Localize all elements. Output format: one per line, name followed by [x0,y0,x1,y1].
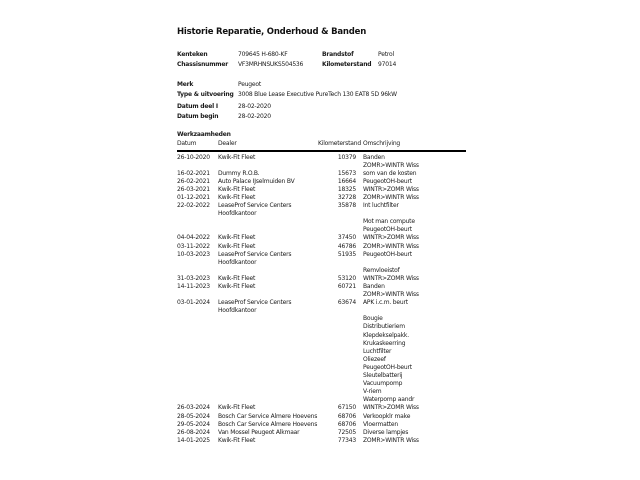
row-datum: 10-03-2023 [177,250,210,258]
omschrijving-line: Diverse lampjes [363,428,409,436]
omschrijving-line [363,307,466,315]
report-sheet [177,27,466,445]
omschrijving-line: som van de kosten [363,169,417,177]
omschrijving-line: Int luchtfilter [363,202,399,210]
omschrijving-line: WINTR>ZOMR Wiss [363,404,419,412]
row-omschrijving [356,429,466,437]
dealer-line: LeaseProf Service Centers [218,202,292,210]
merk-label: Merk [177,81,194,88]
chassisnummer-label: Chassisnummer [177,61,228,68]
werkzaamheden-row [177,243,466,251]
dealer-line: Van Mossel Peugeot Alkmaar [218,428,300,436]
row-omschrijving [356,194,466,202]
info-row-merk [177,80,466,90]
omschrijving-line: V-riem [363,388,382,396]
row-omschrijving [356,170,466,178]
omschrijving-line: WINTR>ZOMR Wiss [363,234,419,242]
dealer-line: Kwik-Fit Fleet [218,185,256,193]
row-kilometerstand: 37450 [337,234,356,242]
row-dealer [218,299,318,404]
row-omschrijving [356,178,466,186]
row-kilometerstand: 53120 [337,274,356,282]
row-omschrijving [356,154,466,170]
row-omschrijving [356,234,466,242]
dealer-line: Kwik-Fit Fleet [218,436,256,444]
werkzaamheden-row [177,299,466,404]
kilometerstand-label: Kilometerstand [322,61,372,68]
type-uitvoering-label: Type & uitvoering [177,91,234,98]
row-kilometerstand: 77343 [337,436,356,444]
row-dealer [218,251,318,275]
row-omschrijving [356,421,466,429]
omschrijving-line: PeugeotOH-beurt [363,363,412,371]
row-datum: 04-04-2022 [177,234,210,242]
row-dealer [218,186,318,194]
omschrijving-line: Vloermatten [363,420,399,428]
row-omschrijving [356,243,466,251]
row-datum: 28-05-2024 [177,412,210,420]
omschrijving-line: Sleutelbatterij [363,372,403,380]
row-datum: 03-11-2022 [177,242,210,250]
werkzaamheden-row [177,234,466,242]
brandstof-value: Petrol [378,51,394,58]
omschrijving-line: Bougie [363,315,383,323]
omschrijving-line: ZOMR>WINTR Wiss [363,242,419,250]
row-dealer [218,202,318,234]
row-datum: 29-05-2024 [177,420,210,428]
row-datum: 26-03-2021 [177,185,210,193]
info-row-chassis-kilometerstand [177,60,466,70]
row-datum: 16-02-2021 [177,169,210,177]
info-row-type [177,90,466,100]
row-datum: 14-11-2023 [177,283,210,290]
header-datum: Datum [177,140,197,147]
werkzaamheden-row [177,202,466,234]
chassisnummer-value: VF3MRHNSUKS504536 [238,61,304,68]
kenteken-label: Kenteken [177,51,208,58]
row-dealer [218,154,318,170]
row-kilometerstand: 32728 [337,193,356,201]
omschrijving-line: ZOMR>WINTR Wiss [363,161,419,169]
dealer-line: Kwik-Fit Fleet [218,283,256,290]
omschrijving-line [363,259,466,267]
row-datum: 26-03-2024 [177,404,210,412]
row-dealer [218,234,318,242]
werkzaamheden-row [177,404,466,412]
omschrijving-line: Mot man compute [363,218,415,226]
row-datum: 31-03-2023 [177,274,210,282]
werkzaamheden-row [177,437,466,445]
werkzaamheden-section-title: Werkzaamheden [177,131,231,138]
omschrijving-line: PeugeotOH-beurt [363,177,412,185]
row-dealer [218,243,318,251]
werkzaamheden-row [177,178,466,186]
row-kilometerstand: 72505 [337,428,356,436]
row-dealer [218,437,318,445]
row-datum: 14-01-2025 [177,436,210,444]
werkzaamheden-row [177,413,466,421]
row-dealer [218,275,318,283]
werkzaamheden-row [177,154,466,170]
dealer-line: LeaseProf Service Centers [218,299,292,307]
row-kilometerstand: 51935 [337,250,356,258]
row-dealer [218,194,318,202]
type-uitvoering-value: 3008 Blue Lease Executive PureTech 130 EAT8 5D 96kW [238,91,397,98]
omschrijving-line: Banden [363,283,385,290]
merk-value: Peugeot [238,81,262,88]
datum-begin-label: Datum begin [177,113,219,120]
omschrijving-line: ZOMR>WINTR Wiss [363,291,419,299]
row-datum: 26-02-2021 [177,177,210,185]
werkzaamheden-body [177,154,466,445]
kilometerstand-value: 97014 [378,61,397,68]
dealer-line: Hoofdkantoor [218,210,257,218]
omschrijving-line: PeugeotOH-beurt [363,226,412,234]
row-omschrijving [356,251,466,275]
row-datum: 03-01-2024 [177,299,210,307]
row-omschrijving [356,299,466,404]
omschrijving-line: ZOMR>WINTR Wiss [363,436,419,444]
werkzaamheden-row [177,275,466,283]
row-kilometerstand: 68706 [337,420,356,428]
omschrijving-line: WINTR>ZOMR Wiss [363,274,419,282]
omschrijving-line: ZOMR>WINTR Wiss [363,193,419,201]
row-omschrijving [356,437,466,445]
row-kilometerstand: 67150 [337,404,356,412]
brandstof-label: Brandstof [322,51,354,58]
omschrijving-line: Krukaskeerring [363,339,406,347]
table-header-rule [177,150,466,152]
dealer-line: Kwik-Fit Fleet [218,234,256,242]
omschrijving-line: Distributieriem [363,323,405,331]
omschrijving-line: Luchtfilter [363,347,392,355]
dealer-line: Bosch Car Service Almere Hoevens [218,420,318,428]
dealer-line: Auto Palace IJselmuiden BV [218,177,295,185]
row-kilometerstand: 18325 [337,185,356,193]
kenteken-value: 709645 H-680-KF [238,51,288,58]
werkzaamheden-row [177,283,466,299]
info-row-kenteken-brandstof [177,50,466,60]
row-dealer [218,413,318,421]
row-datum: 22-02-2022 [177,202,210,210]
omschrijving-line: WINTR>ZOMR Wiss [363,185,419,193]
row-dealer [218,404,318,412]
row-omschrijving [356,186,466,194]
row-dealer [218,421,318,429]
row-omschrijving [356,283,466,299]
werkzaamheden-row [177,186,466,194]
dealer-line: LeaseProf Service Centers [218,250,292,258]
werkzaamheden-row [177,251,466,275]
datum-begin-value: 28-02-2020 [238,113,271,120]
dealer-line: Kwik-Fit Fleet [218,193,256,201]
omschrijving-line: Banden [363,153,385,161]
omschrijving-line: PeugeotOH-beurt [363,250,412,258]
row-kilometerstand: 63674 [337,299,356,307]
omschrijving-line [363,210,466,218]
datum-deel-1-label: Datum deel I [177,103,218,110]
dealer-line: Kwik-Fit Fleet [218,274,256,282]
dealer-line: Dummy R.O.B. [218,169,260,177]
row-datum: 01-12-2021 [177,193,210,201]
omschrijving-line: Vacuumpomp [363,380,403,388]
row-kilometerstand: 46786 [337,242,356,250]
header-dealer: Dealer [218,140,237,147]
dealer-line: Bosch Car Service Almere Hoevens [218,412,318,420]
row-dealer [218,178,318,186]
page-title: Historie Reparatie, Onderhoud & Banden [177,27,367,37]
omschrijving-line: Verkoopklr make [363,412,411,420]
row-omschrijving [356,404,466,412]
dealer-line: Kwik-Fit Fleet [218,153,256,161]
row-dealer [218,170,318,178]
row-kilometerstand: 16664 [337,177,356,185]
row-omschrijving [356,202,466,234]
row-datum: 26-08-2024 [177,428,210,436]
row-dealer [218,429,318,437]
row-datum: 26-10-2020 [177,153,210,161]
vehicle-info [177,50,466,122]
row-dealer [218,283,318,299]
omschrijving-line: Klepdekselpakk. [363,331,409,339]
row-kilometerstand: 15673 [337,169,356,177]
omschrijving-line: Remvloeistof [363,266,400,274]
werkzaamheden-row [177,429,466,437]
dealer-line: Kwik-Fit Fleet [218,404,256,412]
werkzaamheden-row [177,421,466,429]
row-omschrijving [356,275,466,283]
row-kilometerstand: 68706 [337,412,356,420]
row-kilometerstand: 60721 [337,283,356,290]
omschrijving-line: Oliezeef [363,355,386,363]
werkzaamheden-row [177,194,466,202]
dealer-line: Hoofdkantoor [218,307,257,315]
werkzaamheden-table-header [177,140,466,148]
werkzaamheden-row [177,170,466,178]
info-row-datum-begin [177,112,466,122]
dealer-line: Hoofdkantoor [218,258,257,266]
dealer-line: Kwik-Fit Fleet [218,242,256,250]
spacer [177,70,466,80]
info-row-datum-deel-1 [177,102,466,112]
row-omschrijving [356,413,466,421]
row-kilometerstand: 35878 [337,202,356,210]
header-kilometerstand: Kilometerstand [318,140,361,147]
omschrijving-line: APK i.c.m. beurt [363,299,408,307]
datum-deel-1-value: 28-02-2020 [238,103,271,110]
omschrijving-line: Waterpomp aandr [363,396,415,404]
row-kilometerstand: 10379 [337,153,356,161]
header-omschrijving: Omschrijving [363,140,401,147]
